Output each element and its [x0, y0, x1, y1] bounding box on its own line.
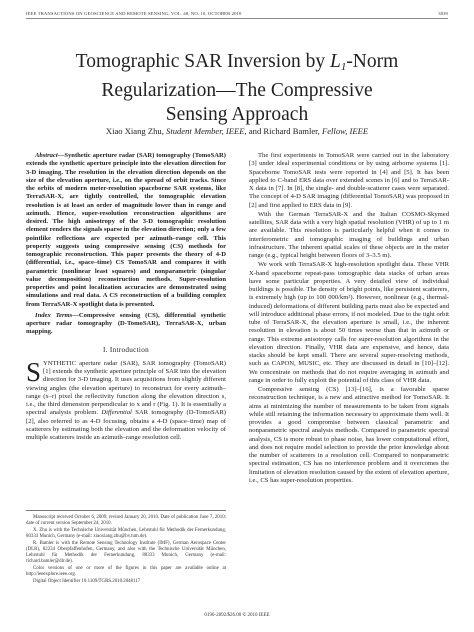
- footnote-manuscript: Manuscript received October 6, 2009; revised January 20, 2010. Date of publication June 7, 2010; date of current version September 24, 2010.: [26, 515, 226, 527]
- body-paragraph: With the German TerraSAR-X and the Italian COSMO-Skymed satellites, SAR data with a very high spatial resolution (VHR) of up to 1 m are available. This resolution is particularly helpful when it comes to interferometric and tomographic imaging of buildings and urban infrastructure. The inherent spatial scales of these objects are in the meter range (e.g., typical height between floors of 3–3.5 m).: [249, 210, 449, 259]
- author-2-affiliation: Fellow, IEEE: [321, 126, 369, 136]
- author-1: Xiao Xiang Zhu,: [105, 126, 167, 136]
- index-terms-text: —Compressive sensing (CS), differential synthetic aperture radar tomography (D-TomoSAR), TerraSAR-X, urban mapping.: [26, 311, 226, 336]
- running-head: [26, 11, 448, 19]
- section-heading-introduction: I. Introduction: [102, 345, 150, 354]
- author-1-affiliation: Student Member, IEEE: [166, 126, 245, 136]
- authors: [20, 126, 454, 136]
- copyright-line: 0196-2892/$26.00 © 2010 IEEE: [204, 613, 270, 618]
- title-line-3: Sensing Approach: [165, 104, 309, 125]
- author-2: , and Richard Bamler,: [244, 126, 322, 136]
- footnotes: [26, 510, 226, 586]
- body-paragraph: We work with TerraSAR-X high-resolution spotlight data. These VHR X-band spaceborne repeat-pass tomographic data stacks of urban areas have some particular properties. A very detailed view of individual buildings is possible. The density of bright points, like persistent scatterers, is extremely high (up to 100 000/km²). However, nonlinear (e.g., thermal-induced) deformations of different building parts must also be expected and will introduce additional phase errors, if not modeled. Due to the tight orbit tube of TerraSAR-X, the elevation aperture is small, i.e., the inherent resolution in elevation is about 50 times worse than that in azimuth or range. This extreme anisotropy calls for super-resolution algorithms in the elevation direction. Finally, VHR data are expensive, and hence, data stacks should be kept small. There are several super-resolving methods, such as CAPON, MUSIC, etc. They are discussed in detail in [10]–[12]. We concentrate on methods that do not require averaging in azimuth and range in order to fully exploit the potential of this class of VHR data.: [249, 261, 449, 384]
- footnote-author-2: R. Bamler is with the Remote Sensing Technology Institute (IMF), German Aerospace Center (DLR), 82234 Oberpfaffenhofen, Germany, and also with the Technische Universität München, Lehrstuhl für Methodik der Fernerkundung, 80333 Munich, Germany (e-mail: richard.bamler@dlr.de).: [26, 540, 226, 565]
- abstract: [26, 152, 226, 309]
- page-number: 3839: [438, 11, 448, 16]
- index-terms-label: Index Terms: [35, 311, 73, 319]
- body-paragraph: The first experiments in TomoSAR were carried out in the laboratory [3] under ideal experimental conditions or by using airborne systems [1]. Spaceborne TomoSAR tests were reported in [4] and [5]. It has been applied to C-band ERS data over extended scenes in [6] and to TerraSAR-X data in [7]. In [8], the single- and double-scatterer cases were separated. The concept of 4-D SAR imaging (differential TomoSAR) was proposed in [2] and first applied to ERS data in [9].: [249, 152, 449, 209]
- abstract-text: —Synthetic aperture radar (SAR) tomography (TomoSAR) extends the synthetic aperture principle into the elevation direction for 3-D imaging. The resolution in the elevation direction depends on the size of the elevation aperture, i.e., on the spread of orbit tracks. Since the orbits of modern meter-resolution spaceborne SAR systems, like TerraSAR-X, are tightly controlled, the tomographic elevation resolution is at least an order of magnitude lower than in range and azimuth. Hence, super-resolution reconstruction algorithms are desired. The high anisotropy of the 3-D tomographic resolution element renders the signals sparse in the elevation direction; only a few pointlike reflections are expected per azimuth–range cell. This property suggests using compressive sensing (CS) methods for tomographic reconstruction. This paper presents the theory of 4-D (differential, i.e., space–time) CS TomoSAR and compares it with parametric (nonlinear least squares) and nonparametric (singular value decomposition) reconstruction methods. Super-resolution properties and point localization accuracies are demonstrated using simulations and real data. A CS reconstruction of a building complex from TerraSAR-X spotlight data is presented.: [26, 152, 226, 308]
- title-line-2: Regularization—The Compressive: [101, 80, 373, 101]
- footnote-author-1: X. Zhu is with the Technische Universität München, Lehrstuhl für Methodik der Fernerkundung, 80333 Munich, Germany (e-mail: xiaoxiang.zhu@bv.tum.de).: [26, 527, 226, 540]
- title-line-1: Tomographic SAR Inversion by $L_1$-Norm: [75, 51, 399, 73]
- l1-norm-symbol: $L_1$: [329, 51, 347, 73]
- right-column: [249, 152, 449, 486]
- body-paragraph: Compressive sensing (CS) [13]–[16], is a favorable sparse reconstruction technique, is a new and attractive method for TomoSAR. It aims at minimizing the number of measurements to be taken from signals while still retaining the information necessary to approximate them well. It provides a good compromise between classical parametric and nonparametric spectral analysis methods. Compared to parametric spectral analysis, CS is more robust to phase noise, has lower computational effort, and does not require model selection to provide the prior knowledge about the number of scatterers in a resolution cell. Compared to nonparametric spectral estimation, CS has no interference problem and it overcomes the limitation of elevation resolution caused by the extent of elevation aperture, i.e., CS has super-resolution properties.: [249, 386, 449, 484]
- index-terms: [26, 312, 226, 337]
- paper-title: [40, 50, 434, 127]
- journal-info: IEEE TRANSACTIONS ON GEOSCIENCE AND REMOTE SENSING, VOL. 48, NO. 10, OCTOBER 2010: [26, 11, 242, 16]
- abstract-label: Abstract: [35, 152, 58, 159]
- intro-paragraph-1: SYNTHETIC aperture radar (SAR), SAR tomography (TomoSAR) [1] extends the synthetic aperture principle of SAR into the elevation direction for 3-D imaging. It uses acquisitions from slightly different viewing angles (the elevation aperture) to reconstruct for every azimuth–range (x–r) pixel the reflectivity function along the elevation direction s, i.e., the third dimension perpendicular to x and r (Fig. 1). It is essentially a spectral analysis problem. Differential SAR tomography (D-TomoSAR) [2], also referred to as 4-D focusing, obtains a 4-D (space–time) map of scatterers by estimating both the elevation and the deformation velocity of multiple scatterers inside an azimuth–range resolution cell.: [26, 356, 226, 441]
- left-column: [26, 152, 226, 443]
- footnote-doi: Digital Object Identifier 10.1109/TGRS.2010.2048117: [33, 579, 141, 585]
- footnote-color: Color versions of one or more of the figures in this paper are available online at http://ieeexplore.ieee.org.: [26, 566, 226, 578]
- drop-cap: S: [26, 356, 42, 387]
